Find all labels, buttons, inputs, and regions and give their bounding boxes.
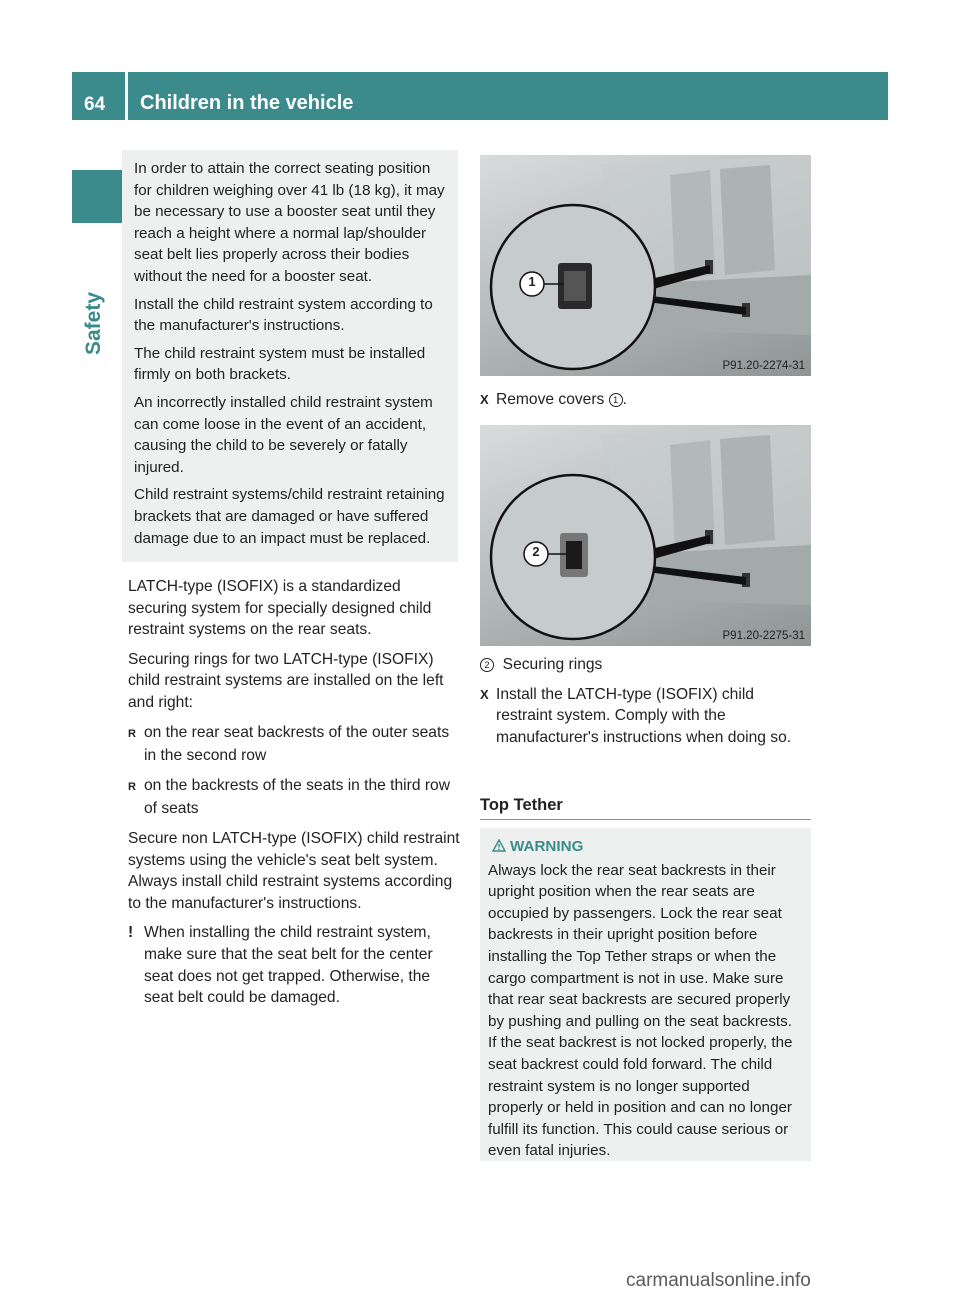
legend-text: Securing rings [502, 656, 603, 673]
section-title: Top Tether [480, 796, 811, 820]
step-text: Install the LATCH-type (ISOFIX) child restraint system. Comply with the manufacturer's instructions when doing so. [496, 685, 792, 746]
exclamation-icon: ! [128, 924, 134, 942]
watermark: carmanualsonline.info [626, 1270, 811, 1291]
securing-rings-intro: Securing rings for two LATCH-type (ISOFIX) child restraint systems are installed on the left and right: [128, 650, 444, 711]
page-number: 64 [72, 72, 125, 120]
latch-intro: LATCH-type (ISOFIX) is a standardized securing system for specially designed child restraint systems on the rear seats. [128, 578, 432, 639]
caution-note-text: When installing the child restraint system, make sure that the seat belt for the center seat does not get trapped. Otherwise, the seat belt could be damaged. [144, 924, 433, 1007]
list-item-text: on the backrests of the seats in the third row of seats [144, 776, 450, 818]
callout-ref: 2 [480, 658, 494, 672]
callout-ref: 1 [609, 393, 623, 407]
bullet-marker: R [128, 780, 136, 793]
figure-code: P91.20-2275-31 [722, 630, 805, 642]
seat-figure-rings [480, 425, 811, 646]
left-column [128, 576, 460, 1017]
list-item [128, 722, 460, 767]
list-item-text: on the rear seat backrests of the outer seats in the second row [144, 723, 450, 765]
info-paragraph: Install the child restraint system according to the manufacturer's instructions. [134, 295, 433, 335]
caution-note [128, 922, 460, 1008]
warning-title: WARNING [510, 838, 584, 855]
list-item [128, 775, 460, 820]
callout-1: 1 [528, 274, 536, 289]
figure-code: P91.20-2274-31 [722, 360, 805, 372]
step-remove-covers: X Remove covers 1 . [480, 389, 812, 411]
warning-triangle-icon [492, 839, 506, 852]
info-paragraph: In order to attain the correct seating position for children weighing over 41 lb (18 kg), it may be necessary to use a booster seat until they reach a height where a normal lap/shoulder seat belt lies properly across their bodies without the need for a booster seat. [134, 160, 445, 285]
non-latch-paragraph: Secure non LATCH-type (ISOFIX) child restraint systems using the vehicle's seat belt system. Always install child restraint systems according to the manufacturer's instructions. [128, 829, 460, 912]
step-install [480, 684, 812, 749]
info-box [122, 150, 458, 562]
callout-2: 2 [532, 544, 540, 559]
warning-text: Always lock the rear seat backrests in their upright position when the rear seats are occupied by passengers. Lock the rear seat backrests in their upright position before installing the Top Tether straps or when the cargo compartment is not in use. Make sure that rear seat backrests are secured properly by pushing and pulling on the seat backrests. If the seat backrest is not locked properly, the seat backrest could fold forward. The child restraint system is no longer supported properly or held in position and can no longer fulfill its function. This could cause serious or even fatal injuries. [488, 861, 793, 1160]
info-paragraph: The child restraint system must be installed firmly on both brackets. [134, 344, 426, 384]
seat-figure-covers [480, 155, 811, 376]
page-title: Children in the vehicle [128, 72, 888, 120]
step-arrow-icon: X [480, 686, 489, 702]
right-column-steps [480, 654, 812, 748]
info-paragraph: Child restraint systems/child restraint retaining brackets that are damaged or have suffered damage due to an impact must be replaced. [134, 486, 445, 547]
warning-box [480, 828, 811, 1161]
side-tab-label: Safety [82, 291, 105, 355]
warning-heading [488, 836, 803, 858]
step-arrow-icon: X [480, 392, 489, 407]
bullet-marker: R [128, 727, 136, 740]
side-tab-marker [72, 170, 125, 223]
info-paragraph: An incorrectly installed child restraint system can come loose in the event of an accident, causing the child to be severely or fatally injured. [134, 393, 433, 476]
step-text: Remove covers [496, 391, 605, 408]
legend-item [480, 654, 812, 676]
